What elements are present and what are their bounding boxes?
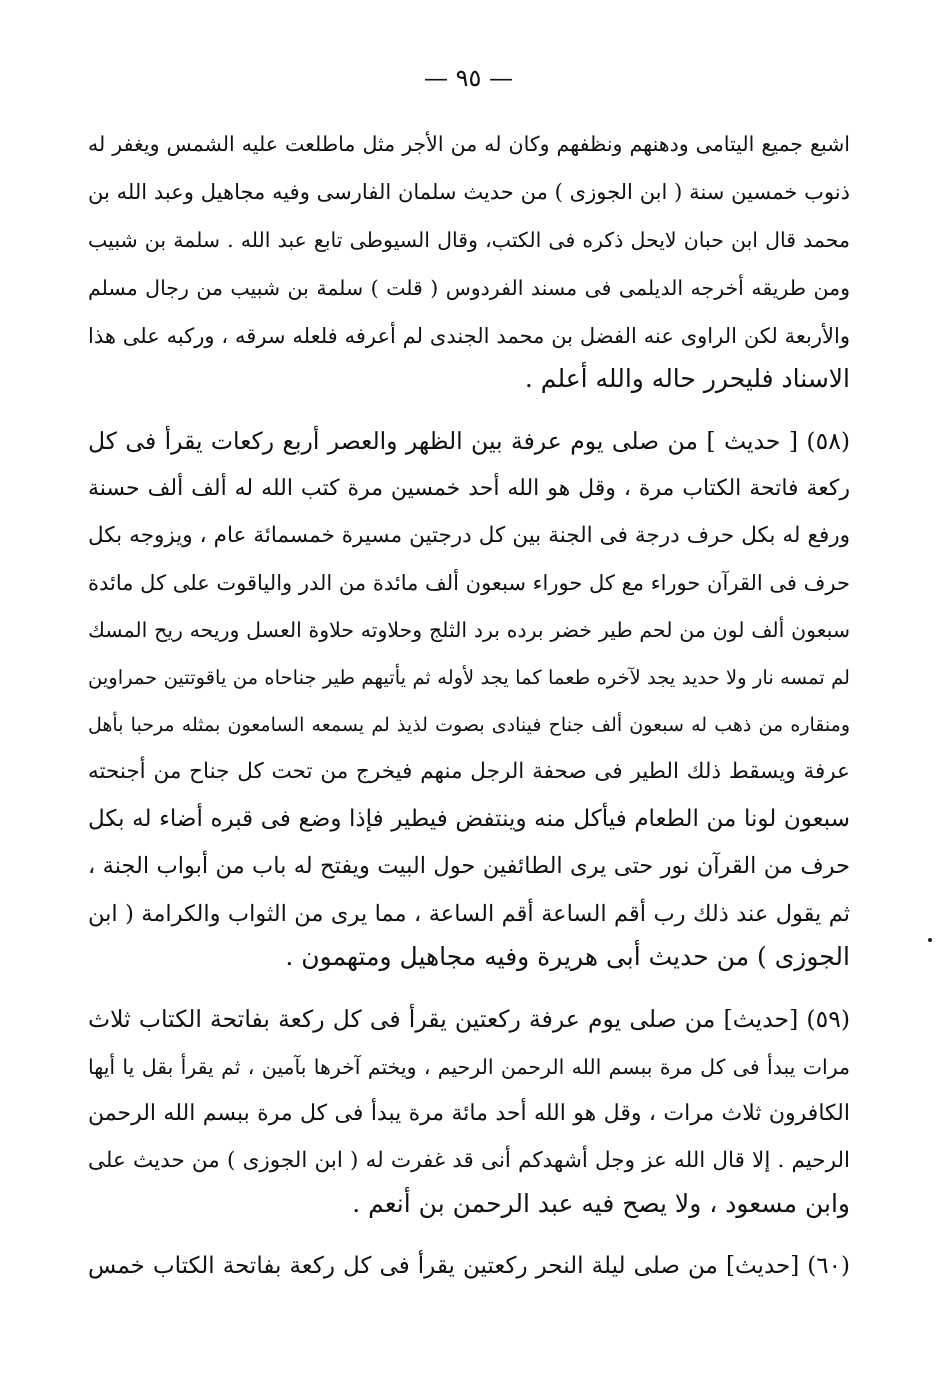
text-line: لم تمسه نار ولا حديد يجد لآخره طعما كما يجد لأوله ثم يأتيهم طير جناحاه من ياقوتتين حمراوين (88, 666, 850, 689)
text-line: (٦٠) [حديث] من صلى ليلة النحر ركعتين يقرأ فى كل ركعة بفاتحة الكتاب خمس (88, 1253, 850, 1279)
text-line: وابن مسعود ، ولا يصح فيه عبد الرحمن بن أنعم . (352, 1189, 850, 1218)
page-number: — ٩٥ — (423, 64, 514, 92)
text-line: ذنوب خمسين سنة ( ابن الجوزى ) من حديث سلمان الفارسى وفيه مجاهيل وعبد الله بن (88, 180, 850, 204)
text-line: اشبع جميع اليتامى ودهنهم ونظفهم وكان له من الأجر مثل ماطلعت عليه الشمس ويغفر له (88, 132, 850, 156)
text-line: الكافرون ثلاث مرات ، وقل هو الله أحد مائة مرة يبدأ فى كل مرة ببسم الله الرحمن (88, 1101, 850, 1126)
text-line: الجوزى ) من حديث أبى هريرة وفيه مجاهيل ومتهمون . (285, 942, 850, 971)
margin-dot (928, 938, 932, 942)
text-line: الرحيم . إلا قال الله عز وجل أشهدكم أنى قد غفرت له ( ابن الجوزى ) من حديث على (88, 1148, 850, 1173)
text-line: حرف فى القرآن حوراء مع كل حوراء سبعون ألف مائدة من الدر والياقوت على كل مائدة (88, 571, 850, 595)
text-line: محمد قال ابن حبان لايحل ذكره فى الكتب، وقال السيوطى تابع عبد الله . سلمة بن شبيب (88, 228, 850, 252)
text-line: حرف من القرآن نور حتى يرى الطائفين حول البيت ويفتح له باب من أبواب الجنة ، (88, 853, 850, 879)
text-line: مرات يبدأ فى كل مرة ببسم الله الرحمن الرحيم ، ويختم آخرها بآمين ، ثم يقرأ بقل يا أيها (88, 1055, 850, 1079)
text-line: الاسناد فليحرر حاله والله أعلم . (524, 364, 850, 393)
text-line: (٥٨) [ حديث ] من صلى يوم عرفة بين الظهر والعصر أربع ركعات يقرأ فى كل (88, 427, 850, 455)
text-line: سبعون لونا من الطعام فيأكل منه وينتفض فيطير فإذا وضع فى قبره أضاء له بكل (88, 806, 850, 832)
text-line: سبعون ألف لون من لحم طير خضر برده برد الثلج وحلاوته حلاوة العسل وريحه ريح المسك (88, 618, 850, 642)
text-line: ركعة فاتحة الكتاب مرة ، وقل هو الله أحد خمسين مرة كتب الله له ألف ألف حسنة (88, 476, 850, 501)
text-line: ثم يقول عند ذلك رب أقم الساعة أقم الساعة ، مما يرى من الثواب والكرامة ( ابن (88, 901, 850, 927)
text-line: ورفع له بكل حرف درجة فى الجنة بين كل درجتين مسيرة خمسمائة عام ، ويزوجه بكل (88, 523, 850, 548)
text-line: (٥٩) [حديث] من صلى يوم عرفة ركعتين يقرأ فى كل ركعة بفاتحة الكتاب ثلاث (88, 1005, 850, 1033)
text-line: ومن طريقه أخرجه الديلمى فى مسند الفردوس ( قلت ) سلمة بن شبيب من رجال مسلم (88, 276, 850, 300)
text-line: عرفة ويسقط ذلك الطير فى صحفة الرجل منهم فيخرج من تحت كل جناح من أجنحته (88, 759, 850, 784)
text-line: ومنقاره من ذهب له سبعون ألف جناح فينادى بصوت لذيذ لم يسمعه السامعون بمثله مرحبا بأهل (88, 714, 850, 736)
text-line: والأربعة لكن الراوى عنه الفضل بن محمد الجندى لم أعرفه فلعله سرقه ، وركبه على هذا (88, 324, 850, 348)
